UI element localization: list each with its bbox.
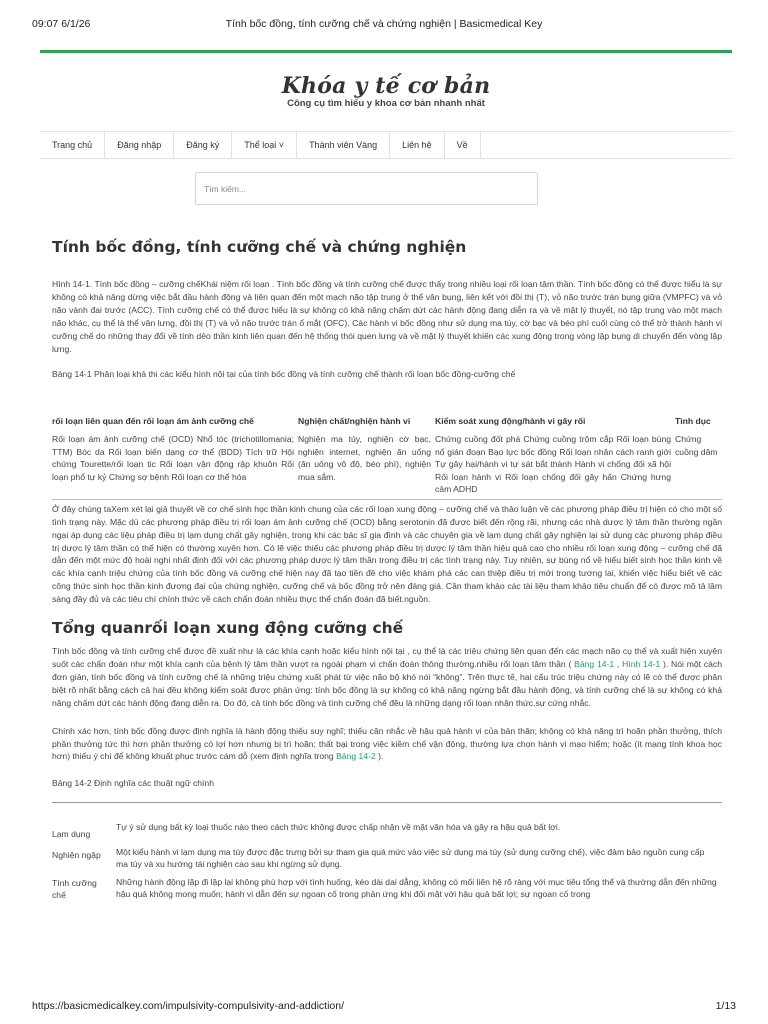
article-paragraph-4 (52, 725, 722, 764)
table-1-caption: Bảng 14-1 Phân loại khả thi các kiểu hình nội tại của tính bốc đồng và tính cưỡng chế thành rối loạn bốc đồng-cưỡng chế (52, 369, 516, 380)
nav-item-categories-dropdown[interactable]: Thể loại ˅ (232, 132, 297, 158)
p4-text: Chính xác hơn, tính bốc đồng được định nghĩa là hành động thiếu suy nghĩ; thiếu cân nhắc về hậu quả hành vi của bản thân; không có khả năng trì hoãn phần thưởng, thích phần thưởng tức thì hơn phần thưởng có lợi hơn nhưng bị trì hoãn; thất bại trong việc kiềm chế vận động, thường lựa chọn hành vi mạo hiểm; hoặc (ít mang tính khoa học hơn) thiếu ý chí để không khuất phục trước cám dỗ (xem định nghĩa trong (52, 725, 722, 762)
table-row (52, 844, 722, 874)
table-1-cell-impulse-control: Chứng cuồng đốt phá Chứng cuồng trộm cắp Rối loạn bùng nổ gián đoạn Bạo lực bốc đồng Rối loạn nhân cách ranh giới Tự gây hại/hành vi tự sát bắt thành Hành vi chống đối xã hội Rối loạn hành vi Rối loạn chống đối gây hấn Chứng hưng cảm ADHD (435, 430, 675, 499)
table-14-2 (52, 818, 722, 905)
term-addiction: Nghiện ngập (52, 849, 101, 860)
table-1-header-impulse-control: Kiểm soát xung động/hành vi gây rối (435, 416, 586, 427)
print-page-number: 1/13 (715, 1000, 736, 1012)
p4-text-end: ). (375, 751, 384, 762)
print-page-title: Tính bốc đồng, tính cưỡng chế và chứng nghiện | Basicmedical Key (225, 18, 543, 30)
link-table-14-1[interactable]: Bảng 14-1 (574, 659, 615, 669)
table-14-1 (52, 416, 722, 500)
divider (52, 802, 722, 803)
print-footer (32, 1000, 736, 1014)
p3-text: Tính bốc đồng và tính cưỡng chế được đề xuất như là các khía cạnh hoặc kiểu hình nội tại , cụ thể là các triệu chứng liên quan đến các mạch não cụ thể và xuất hiện xuyên suốt các chẩn đoán như một khía cạnh của bệnh lý tâm thần vượt ra ngoài phạm vi chẩn đoán thông thường.nhiều rối loạn tâm thần ( (52, 646, 722, 669)
article-paragraph-intro: Hình 14-1. Tính bốc đồng – cưỡng chếKhái niệm rối loạn . Tính bốc đồng và tính cưỡng chế được thấy trong nhiều loại rối loạn tâm thần. Tính bốc đồng có thể được hiểu là sự không có khả năng dừng việc bắt đầu hành động và liên quan đến một mạch não tập trung ở thể vân bụng, liên kết với đồi thị (T), vỏ não trước trán bụng giữa (VMPFC) và vỏ não vành đai trước (ACC). Tính cưỡng chế có thể được hiểu là sự không có khả năng chấm dứt các hành động đang diễn ra và về mặt lý thuyết, nó tập trung vào một mạch não khác, cụ thể là thể vân lưng, đồi thị (T) và vỏ não trước trán ổ mắt (OFC). Các hành vi bốc đồng như sử dụng ma túy, cờ bạc và béo phì cuối cùng có thể trở thành hành vi cưỡng chế do những thay đổi về tính dẻo thần kinh liên quan đến hệ thống thói quen lưng và về mặt lý thuyết khiến các xung động trong vòng lặp bụng di chuyển đến vòng lặp lưng. (52, 279, 722, 354)
link-table-14-2[interactable]: Bảng 14-2 (336, 751, 376, 762)
print-datetime: 09:07 6/1/26 (32, 18, 91, 30)
site-logo[interactable]: Khóa y tế cơ bản (281, 73, 491, 99)
article-content (40, 238, 732, 905)
site-container (40, 53, 732, 990)
link-figure-14-1[interactable]: Hình 14-1 (622, 659, 661, 669)
table-1-header-ocd: rối loạn liên quan đến rối loạn ám ảnh cưỡng chế (52, 416, 254, 427)
nav-item-login[interactable]: Đăng nhập (105, 132, 174, 158)
main-navigation (40, 131, 732, 159)
term-compulsivity: Tính cưỡng chế (52, 877, 97, 901)
definition-abuse: Tự ý sử dụng bất kỳ loại thuốc nào theo cách thức không được chấp nhận về mặt văn hóa và gây ra hậu quả bất lợi. (116, 822, 561, 833)
section-heading-overview: Tổng quanrối loạn xung động cưỡng chế (52, 619, 404, 638)
site-tagline: Công cụ tìm hiểu y khoa cơ bản nhanh nhất (287, 98, 485, 109)
print-header (32, 18, 736, 32)
search-box (195, 172, 538, 205)
definition-addiction: Một kiểu hành vi lạm dụng ma túy được đặc trưng bởi sự tham gia quá mức vào việc sử dụng ma túy (sử dụng cưỡng chế), việc đảm bảo nguồn cung cấp ma túy và xu hướng tái nghiện cao sau khi ngừng sử dụng. (116, 846, 705, 870)
p3-text-rest: ). Nói một cách đơn giản, tính bốc đồng và tính cưỡng chế là những triệu chứng xuất phát từ việc não bộ khó nói “không”. Trên thực tế, hai cấu trúc triệu chứng này có lẽ có thể được phân biệt rõ nhất bằng cách cả hai đều không kiểm soát được phản ứng: tính bốc đồng là sự không có khả năng ngừng bắt đầu hành động, và tính cưỡng chế là sự không có khả năng chấm dứt các hành động đang diễn ra. Do đó, cả tính bốc đồng và tính cưỡng chế đều là những dạng rối loạn nhận thức.sự cứng nhắc. (52, 659, 722, 708)
definition-compulsivity: Những hành động lặp đi lặp lại không phù hợp với tình huống, kéo dài dai dẳng, không có mối liên hệ rõ ràng với mục tiêu tổng thể và thường dẫn đến những hậu quả không mong muốn; hành vi dẫn đến sự ngoan cố trong phản ứng khi đối mặt với hậu quả bất lợi; sự ngoan cố trong (116, 876, 717, 900)
p3-separator: , (614, 659, 623, 669)
article-title: Tính bốc đồng, tính cưỡng chế và chứng nghiện (52, 238, 467, 256)
nav-item-contact[interactable]: Liên hệ (390, 132, 445, 158)
table-row (52, 818, 722, 844)
nav-item-about[interactable]: Về (445, 132, 481, 158)
nav-item-home[interactable]: Trang chủ (40, 132, 105, 158)
table-1-cell-sexual: Chứng cuồng dâm (675, 430, 722, 499)
table-1-header-sexual: Tình dục (675, 416, 711, 427)
table-1-cell-addiction: Nghiện ma túy, nghiện cờ bạc, nghiện internet, nghiện ăn uống (ăn uống vô độ, béo phì), nghiện mua sắm. (298, 430, 435, 499)
table-1-header-addiction: Nghiện chất/nghiện hành vi (298, 416, 411, 427)
nav-item-gold-membership[interactable]: Thành viên Vàng (297, 132, 390, 158)
nav-item-register[interactable]: Đăng ký (174, 132, 232, 158)
article-paragraph-2: Ở đây chúng taXem xét lại giả thuyết về cơ chế sinh học thần kinh chung của các rối loạn xung động – cưỡng chế và thảo luận về các phương pháp điều trị hiện có cho một số tình trạng này. Mặc dù các phương pháp điều trị rối loạn ám ảnh cưỡng chế (OCD) bằng serotonin đã được biết đến rộng rãi, nhưng các nhà dược lý tâm thần thường ngần ngại áp dụng các liệu pháp điều trị lạm dụng chất gây nghiện, trong khi các bác sĩ gia đình và các chuyên gia về lạm dụng chất gây nghiện lại sử dụng các phương pháp điều trị dược lý tâm thần có thể hiện có thường xuyên hơn. Có lẽ việc thiếu các phương pháp điều trị dược lý tâm thần hiệu quả cao cho nhiều rối loạn xung động – cưỡng chế đã dẫn đến một mức độ hoài nghi nhất định đối với các phương pháp dược lý tâm thần trong điều trị các tình trạng này. Tuy nhiên, sự bùng nổ về hiểu biết sinh học thần kinh về các khía cạnh triệu chứng của tính bốc đồng và cưỡng chế hiện nay đã tạo tiền đề cho việc khám phá các can thiệp điều trị mới trong tương lai, khiến việc hiểu biết về các công thức sinh học thần kinh đương đại của chứng nghiện, cưỡng chế và bốc đồng trở nên đáng giá. Cần tham khảo các tài liệu tham khảo tiêu chuẩn để có được mô tả lâm sàng đầy đủ và các tiêu chí chính thức về cách chẩn đoán nhiều thực thể chẩn đoán đã biết.nguồn. (52, 503, 722, 605)
search-input[interactable] (196, 173, 537, 204)
article-paragraph-3 (52, 645, 722, 710)
print-url: https://basicmedicalkey.com/impulsivity-compulsivity-and-addiction/ (32, 1000, 345, 1012)
table-row (52, 874, 722, 905)
table-1-cell-ocd: Rối loạn ám ảnh cưỡng chế (OCD) Nhổ tóc (trichotillomania; TTM) Bóc da Rối loạn biến dạng cơ thể (BDD) Tích trữ Hội chứng Tourette/rối loạn tic Rối loạn vận động rập khuôn Rối loạn phổ tự kỷ Chứng sợ bệnh Rối loạn cơ thể hóa (52, 430, 298, 499)
term-abuse: Lạm dụng (52, 829, 91, 840)
table-row (52, 430, 722, 499)
table-2-caption: Bảng 14-2 Định nghĩa các thuật ngữ chính (52, 778, 214, 789)
